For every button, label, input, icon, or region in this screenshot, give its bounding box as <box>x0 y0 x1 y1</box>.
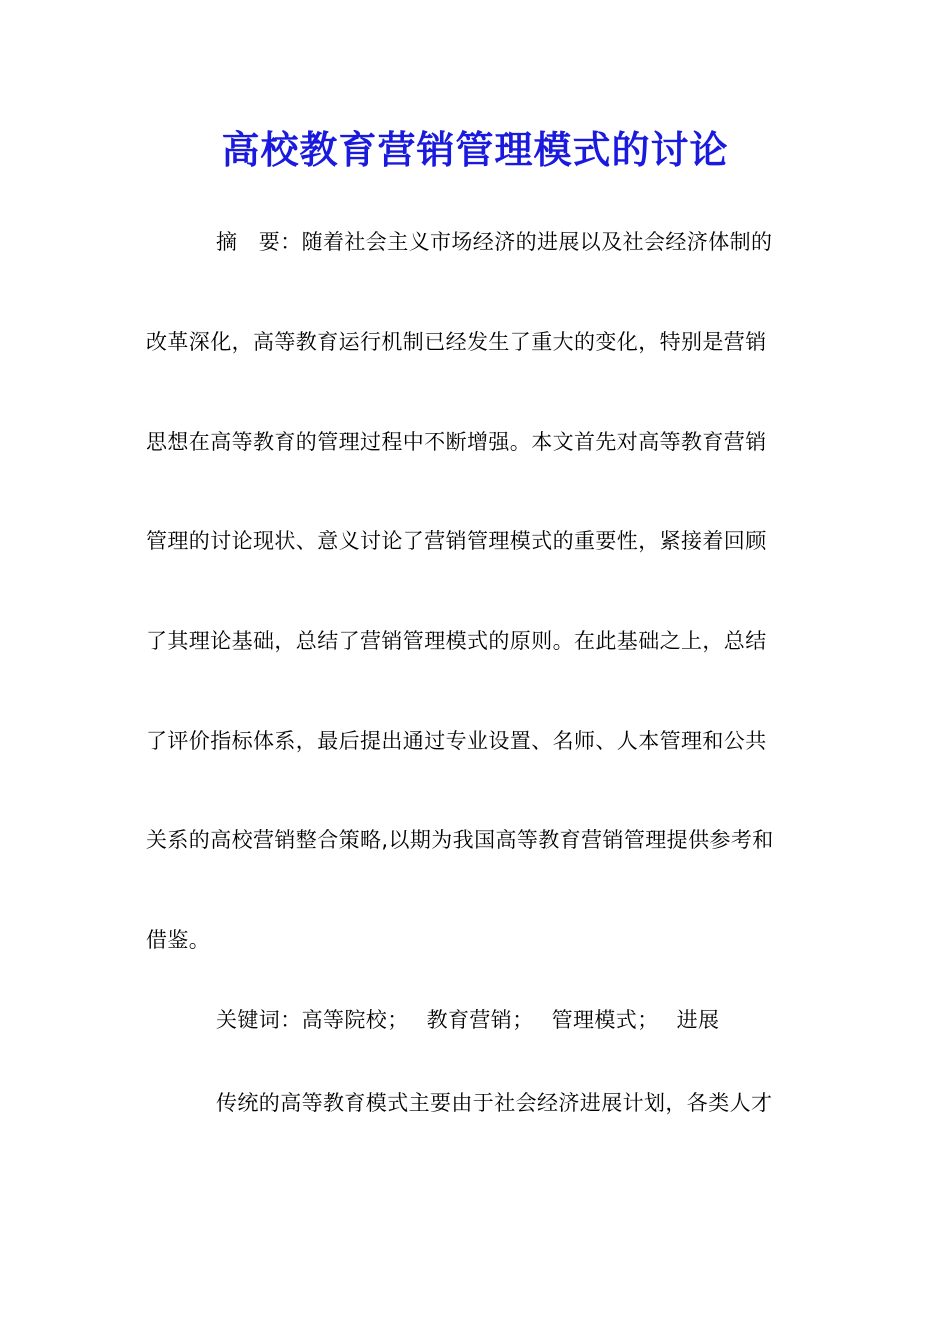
keyword: 进展 <box>676 1008 720 1032</box>
body-paragraph-line-1: 传统的高等教育模式主要由于社会经济进展计划，各类人才 <box>216 1091 773 1115</box>
keyword: 管理模式； <box>551 1008 659 1032</box>
abstract-line-2: 改革深化，高等教育运行机制已经发生了重大的变化，特别是营销 <box>146 330 767 354</box>
abstract-line-3: 思想在高等教育的管理过程中不断增强。本文首先对高等教育营销 <box>146 430 767 454</box>
keyword: 高等院校； <box>301 1008 409 1032</box>
keywords-line <box>216 1005 806 1035</box>
document-title: 高校教育营销管理模式的讨论 <box>221 127 729 172</box>
abstract-line-5: 了其理论基础，总结了营销管理模式的原则。在此基础之上，总结 <box>146 629 767 653</box>
abstract-line-8: 借鉴。 <box>146 928 211 952</box>
abstract-line-7: 关系的高校营销整合策略,以期为我国高等教育营销管理提供参考和 <box>146 828 774 852</box>
keywords-label: 关键词： <box>216 1008 302 1032</box>
abstract-line-4: 管理的讨论现状、意义讨论了营销管理模式的重要性，紧接着回顾 <box>146 529 767 553</box>
abstract-line-6: 了评价指标体系，最后提出通过专业设置、名师、人本管理和公共 <box>146 729 767 753</box>
abstract-line-1: 摘 要：随着社会主义市场经济的进展以及社会经济体制的 <box>216 230 773 254</box>
keyword: 教育营销； <box>426 1008 534 1032</box>
